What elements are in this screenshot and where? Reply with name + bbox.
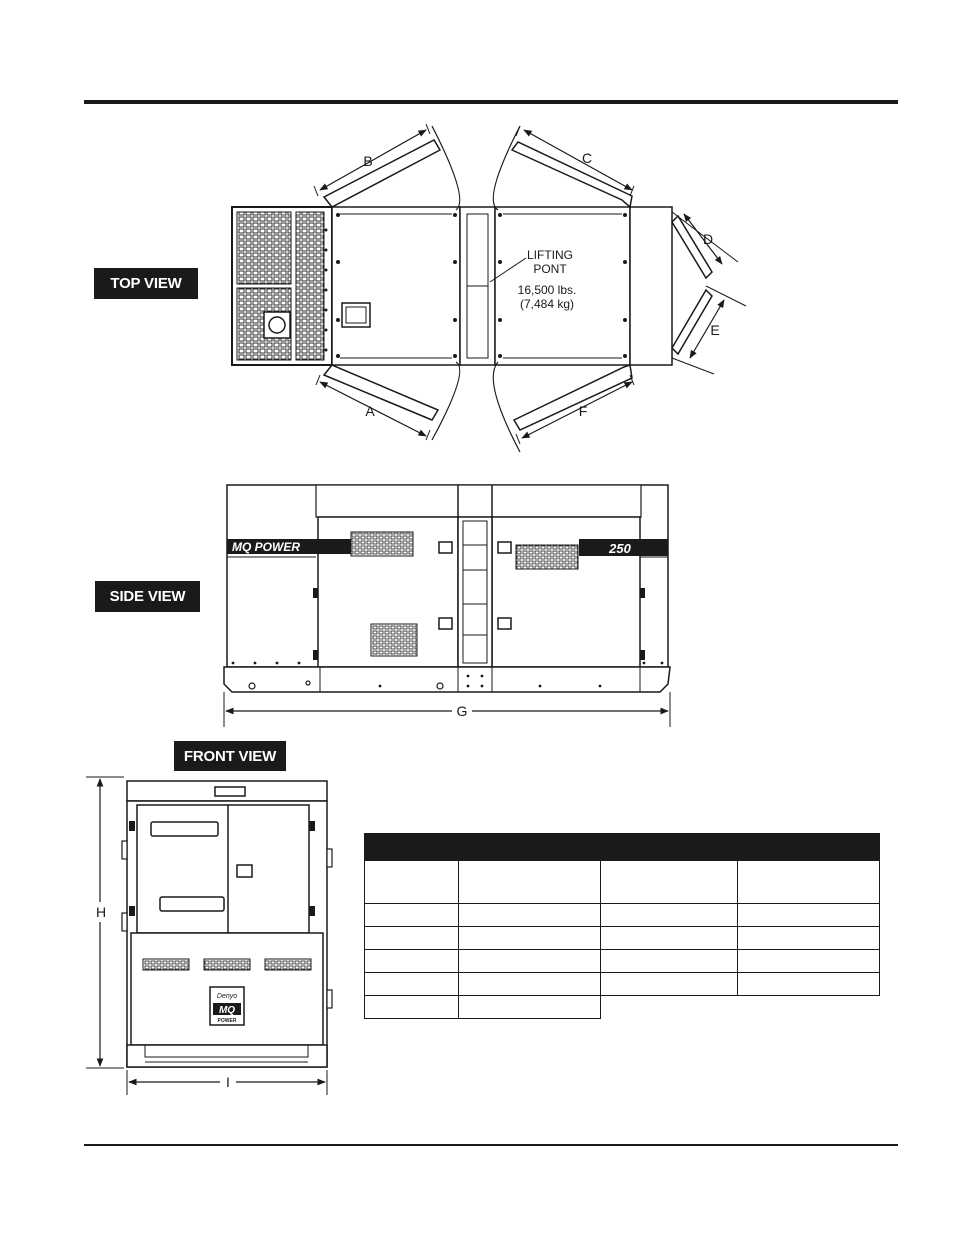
table-cell	[459, 904, 601, 927]
table-cell	[738, 950, 880, 973]
dim-label-g: G	[456, 703, 468, 719]
table-cell	[365, 904, 459, 927]
table-cell	[601, 927, 738, 950]
table-cell	[459, 950, 601, 973]
lifting-point-line1: LIFTING	[526, 248, 574, 262]
side-view-label: SIDE VIEW	[95, 581, 200, 612]
table-cell	[365, 973, 459, 996]
table-row	[365, 927, 880, 950]
badge-denyo-text: Denyo	[216, 993, 238, 1000]
table-cell	[459, 996, 601, 1019]
table-cell	[365, 927, 459, 950]
table-cell	[365, 861, 459, 904]
table-cell	[365, 996, 459, 1019]
badge-mq-text: MQ	[218, 1005, 236, 1016]
dim-label-h: H	[95, 904, 107, 920]
top-view-label: TOP VIEW	[94, 268, 198, 299]
table-cell	[601, 973, 738, 996]
side-model-text: 250	[609, 541, 631, 556]
dim-label-i: I	[226, 1074, 230, 1090]
front-view-label: FRONT VIEW	[174, 741, 286, 771]
side-view	[224, 485, 670, 727]
lifting-point-line2: PONT	[533, 262, 567, 276]
side-brand-text: MQ POWER	[232, 540, 300, 554]
table-cell	[738, 973, 880, 996]
top-view	[232, 124, 746, 452]
lifting-weight-kg: (7,484 kg)	[519, 297, 575, 311]
table-subheader-row	[365, 861, 880, 904]
table-cell	[459, 861, 601, 904]
table-cell	[601, 904, 738, 927]
table-row	[365, 973, 880, 996]
table-row	[365, 996, 880, 1019]
badge-power-text: POWER	[217, 1018, 237, 1024]
dim-label-c: C	[581, 150, 593, 166]
dimensions-table	[364, 833, 880, 1019]
table-row	[365, 904, 880, 927]
table-cell	[738, 861, 880, 904]
table-blank-cell	[738, 996, 880, 1019]
table-cell	[459, 973, 601, 996]
table-row	[365, 950, 880, 973]
dim-label-b: B	[363, 153, 373, 169]
table-blank-cell	[601, 996, 738, 1019]
dim-label-e: E	[710, 322, 720, 338]
lifting-weight-lbs: 16,500 lbs.	[517, 283, 577, 297]
dim-label-a: A	[365, 403, 375, 419]
table-cell	[738, 904, 880, 927]
table-cell	[365, 950, 459, 973]
table-header-bar	[365, 834, 880, 861]
table-cell	[601, 861, 738, 904]
dim-label-f: F	[578, 403, 588, 419]
dim-label-d: D	[702, 231, 714, 247]
table-header-cell	[365, 834, 880, 861]
table-cell	[601, 950, 738, 973]
table-cell	[738, 927, 880, 950]
front-view	[86, 777, 332, 1095]
table-cell	[459, 927, 601, 950]
